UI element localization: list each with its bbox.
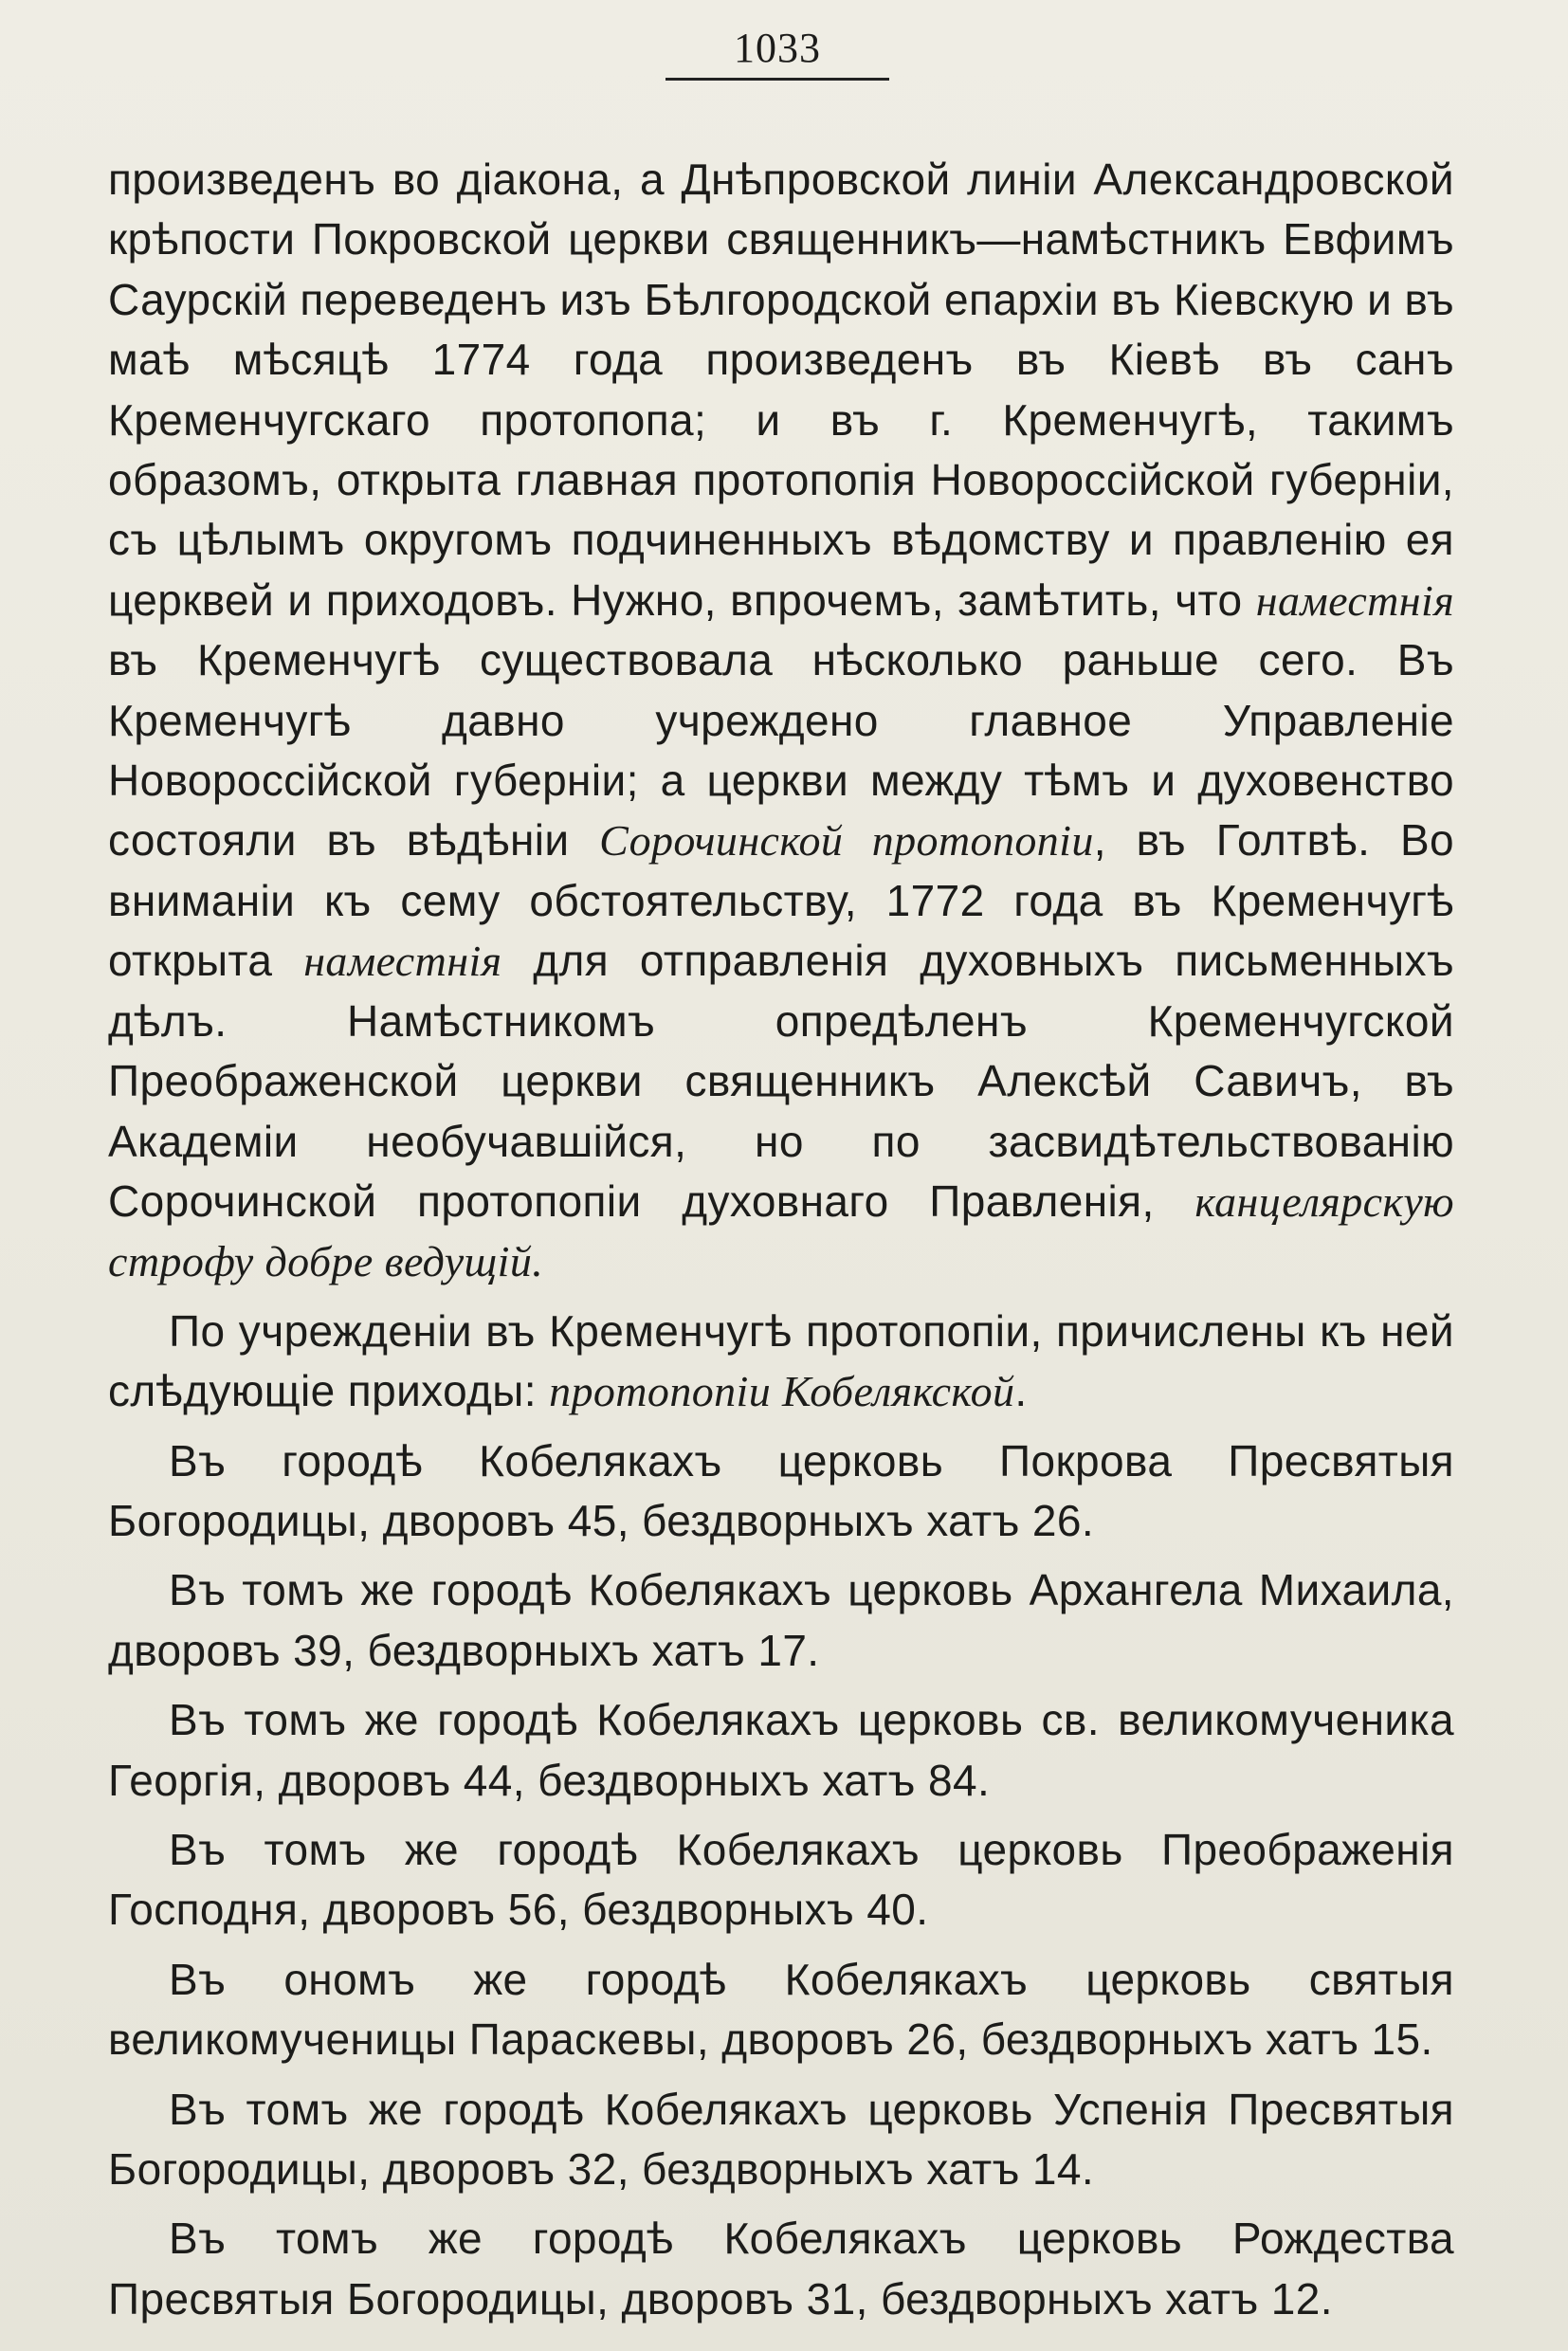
- text-run: для отправленія духовныхъ письменныхъ дѣлъ. Намѣстникомъ опредѣленъ Кременчугской Преображенской церкви священникъ Алексѣй Савичъ, въ Академіи необучавшійся, но по засвидѣтельствованію Сорочинской протопопіи духовнаго Правленія,: [108, 936, 1454, 1226]
- parish-entry: Въ томъ же городѣ Кобелякахъ церковь Рождества Пресвятыя Богородицы, дворовъ 31, бездворныхъ хатъ 12.: [108, 2214, 1454, 2324]
- italic-term: наместнія: [1255, 575, 1454, 625]
- body-text: [108, 150, 1454, 2329]
- parish-entry: Въ томъ же городѣ Кобелякахъ церковь Преображенія Господня, дворовъ 56, бездворныхъ 40.: [108, 1824, 1454, 1935]
- text-run: въ Кременчугѣ существовала нѣсколько раньше сего. Въ Кременчугѣ давно учреждено главное Управленіе Новороссійской губерніи; а церкви между тѣмъ и духовенство состояли въ вѣдѣніи: [108, 635, 1454, 866]
- text-run: По учрежденіи въ Кременчугѣ протопопіи, причислены къ ней слѣдующіе приходы:: [108, 1305, 1454, 1416]
- parish-entry: Въ ономъ же городѣ Кобелякахъ церковь святыя великомученицы Параскевы, дворовъ 26, бездворныхъ хатъ 15.: [108, 1954, 1454, 2065]
- parish-entry: Въ томъ же городѣ Кобелякахъ церковь Успенія Пресвятыя Богородицы, дворовъ 32, бездворныхъ хатъ 14.: [108, 2084, 1454, 2194]
- header-rule: [665, 78, 889, 81]
- italic-term: Сорочинской протопопіи: [599, 816, 1094, 866]
- italic-quote: канцелярскую строфу добре ведущій.: [108, 1176, 1454, 1286]
- parish-entry: Въ городѣ Кобелякахъ церковь Покрова Пресвятыя Богородицы, дворовъ 45, бездворныхъ хатъ 26.: [108, 1435, 1454, 1545]
- paragraph-continuation: [108, 150, 1454, 1292]
- text-run: , въ Голтвѣ. Во вниманіи къ сему обстоятельству, 1772 года въ Кременчугѣ открыта: [108, 815, 1455, 986]
- parish-entry: Въ томъ же городѣ Кобелякахъ церковь Архангела Михаила, дворовъ 39, бездворныхъ хатъ 17.: [108, 1565, 1454, 1675]
- text-run: .: [1014, 1366, 1028, 1416]
- page-number: 1033: [734, 25, 821, 71]
- page-header: [664, 21, 891, 81]
- italic-term: протопопіи Кобелякской: [549, 1367, 1015, 1416]
- italic-term: наместнія: [303, 937, 502, 986]
- parish-entry: Въ томъ же городѣ Кобелякахъ церковь св. великомученика Георгія, дворовъ 44, бездворныхъ хатъ 84.: [108, 1695, 1454, 1805]
- text-run: произведенъ во діакона, а Днѣпровской линіи Александровской крѣпости Покровской церкви священникъ—намѣстникъ Евфимъ Саурскій переведенъ изъ Бѣлгородской епархіи въ Кіевскую и въ маѣ мѣсяцѣ 1774 года произведенъ въ Кіевѣ въ санъ Кременчугскаго протопопа; и въ г. Кременчугѣ, такимъ образомъ, открыта главная протопопія Новороссійской губерніи, съ цѣлымъ округомъ подчиненныхъ вѣдомству и правленію ея церквей и приходовъ. Нужно, впрочемъ, замѣтить, что: [108, 155, 1454, 625]
- paragraph-parishes-intro: [108, 1302, 1454, 1422]
